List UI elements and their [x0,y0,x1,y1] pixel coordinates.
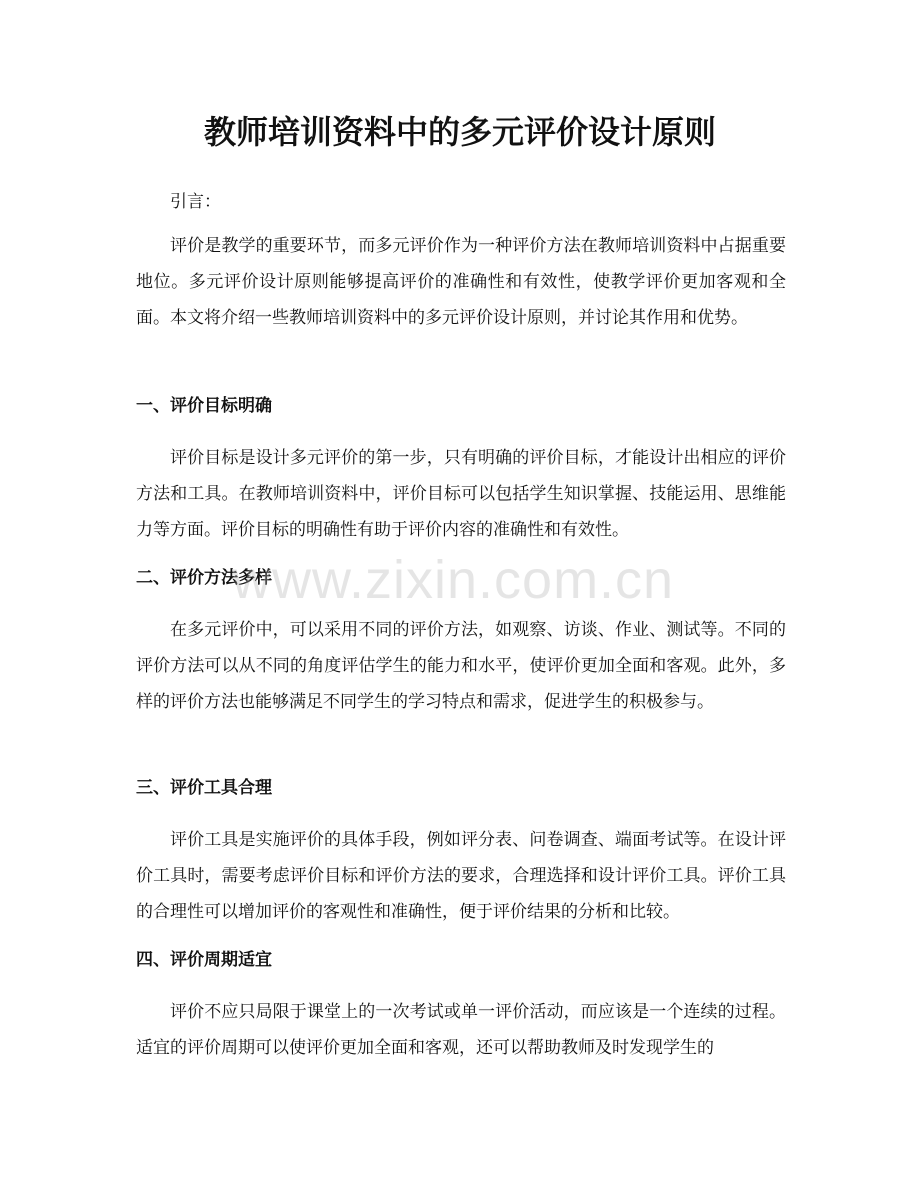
section-3 [136,770,786,806]
section-body: 在多元评价中，可以采用不同的评价方法，如观察、访谈、作业、测试等。不同的评价方法可以从不同的角度评估学生的能力和水平，使评价更加全面和客观。此外，多样的评价方法也能够满足不同学生的学习特点和需求，促进学生的积极参与。 [136,620,786,712]
watermark: www.zixin.com.cn [232,550,675,610]
intro-label-block [136,184,786,220]
section-body: 评价目标是设计多元评价的第一步，只有明确的评价目标，才能设计出相应的评价方法和工具。在教师培训资料中，评价目标可以包括学生知识掌握、技能运用、思维能力等方面。评价目标的明确性有助于评价内容的准确性和有效性。 [136,448,786,540]
section-1 [136,388,786,424]
section-body: 评价工具是实施评价的具体手段，例如评分表、问卷调查、端面考试等。在设计评价工具时，需要考虑评价目标和评价方法的要求，合理选择和设计评价工具。评价工具的合理性可以增加评价的客观性和准确性，便于评价结果的分析和比较。 [136,830,786,922]
section-2-body-block [136,612,786,720]
section-4 [136,942,786,978]
section-4-body-block [136,994,786,1066]
section-3-body-block [136,822,786,930]
section-heading: 三、评价工具合理 [136,778,272,798]
section-2 [136,560,786,596]
section-heading: 一、评价目标明确 [136,396,272,416]
intro-paragraph-block [136,228,786,336]
document-title: 教师培训资料中的多元评价设计原则 [203,113,716,151]
section-body: 评价不应只局限于课堂上的一次考试或单一评价活动，而应该是一个连续的过程。适宜的评价周期可以使评价更加全面和客观，还可以帮助教师及时发现学生的 [136,1002,786,1058]
section-heading: 二、评价方法多样 [136,568,272,588]
intro-paragraph: 评价是教学的重要环节，而多元评价作为一种评价方法在教师培训资料中占据重要地位。多元评价设计原则能够提高评价的准确性和有效性，使教学评价更加客观和全面。本文将介绍一些教师培训资料中的多元评价设计原则，并讨论其作用和优势。 [136,236,786,328]
section-1-body-block [136,440,786,548]
section-heading: 四、评价周期适宜 [136,950,272,970]
intro-label: 引言： [170,192,221,212]
